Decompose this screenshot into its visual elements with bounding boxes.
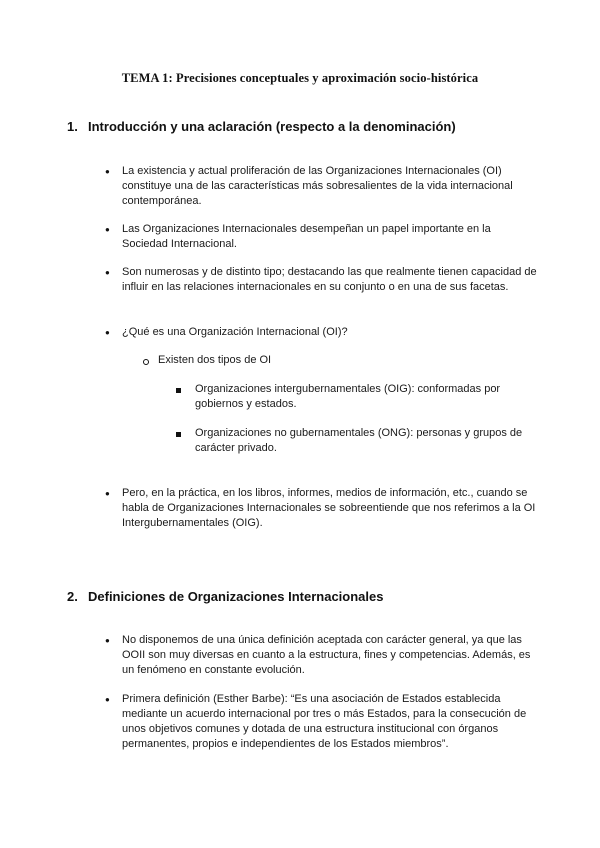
line: influir en las relaciones internacionales en su conjunto o en una de sus facetas. — [122, 281, 509, 293]
bullet-dot-icon: ● — [105, 636, 110, 645]
line: La existencia y actual proliferación de las Organizaciones Internacionales (OI) — [122, 165, 502, 177]
line: permanentes, propios e independientes de los Estados miembros”. — [122, 738, 449, 750]
bullet-square-icon — [176, 388, 181, 393]
line: Organizaciones intergubernamentales (OIG): conformadas por — [195, 383, 501, 395]
list-item — [122, 222, 491, 252]
line: Primera definición (Esther Barbe): “Es una asociación de Estados establecida — [122, 693, 501, 705]
section-2-heading — [67, 589, 383, 604]
bullet-circle-icon — [143, 359, 149, 365]
section-1-title: Introducción y una aclaración (respecto a la denominación) — [88, 119, 456, 134]
list-item — [122, 265, 537, 295]
line: Sociedad Internacional. — [122, 238, 237, 250]
line: Intergubernamentales (OIG). — [122, 517, 263, 529]
list-item — [122, 692, 526, 752]
section-1-number: 1. — [67, 119, 78, 134]
sub-list-item: Existen dos tipos de OI — [158, 354, 272, 366]
line: gobiernos y estados. — [195, 398, 297, 410]
bullet-dot-icon: ● — [105, 167, 110, 176]
line: un fenómeno en constante evolución. — [122, 664, 305, 676]
line: mediante un acuerdo internacional por tres o más Estados, para la consecución de — [122, 708, 527, 720]
line: No disponemos de una única definición aceptada con carácter general, ya que las — [122, 634, 522, 646]
section-2-number: 2. — [67, 589, 78, 604]
section-2-title: Definiciones de Organizaciones Internacionales — [88, 589, 384, 604]
bullet-square-icon — [176, 432, 181, 437]
bullet-dot-icon: ● — [105, 268, 110, 277]
line: constituye una de las características más sobresalientes de la vida internacional — [122, 180, 513, 192]
line: ¿Qué es una Organización Internacional (OI)? — [122, 326, 348, 338]
line: OOII son muy diversas en cuanto a la estructura, fines y competencias. Además, es — [122, 649, 531, 661]
line: habla de Organizaciones Internacionales se sobreentiende que nos referimos a la OI — [122, 502, 536, 514]
sub-sub-list-item — [195, 382, 500, 412]
bullet-dot-icon: ● — [105, 695, 110, 704]
line: unos objetivos comunes y dotada de una estructura institucional con órganos — [122, 723, 499, 735]
list-item — [122, 633, 530, 678]
line: Pero, en la práctica, en los libros, informes, medios de información, etc., cuando se — [122, 487, 528, 499]
line: Organizaciones no gubernamentales (ONG): personas y grupos de — [195, 427, 523, 439]
line: Son numerosas y de distinto tipo; destacando las que realmente tienen capacidad de — [122, 266, 537, 278]
line: carácter privado. — [195, 442, 277, 454]
bullet-dot-icon: ● — [105, 328, 110, 337]
list-item — [122, 325, 348, 340]
sub-sub-list-item — [195, 426, 522, 456]
section-1-heading — [67, 119, 456, 134]
list-item — [122, 164, 513, 209]
bullet-dot-icon: ● — [105, 225, 110, 234]
bullet-dot-icon: ● — [105, 489, 110, 498]
line: contemporánea. — [122, 195, 202, 207]
line: Las Organizaciones Internacionales desempeñan un papel importante en la — [122, 223, 491, 235]
list-item — [122, 486, 535, 531]
document-title: TEMA 1: Precisiones conceptuales y aproximación socio-histórica — [121, 71, 479, 85]
